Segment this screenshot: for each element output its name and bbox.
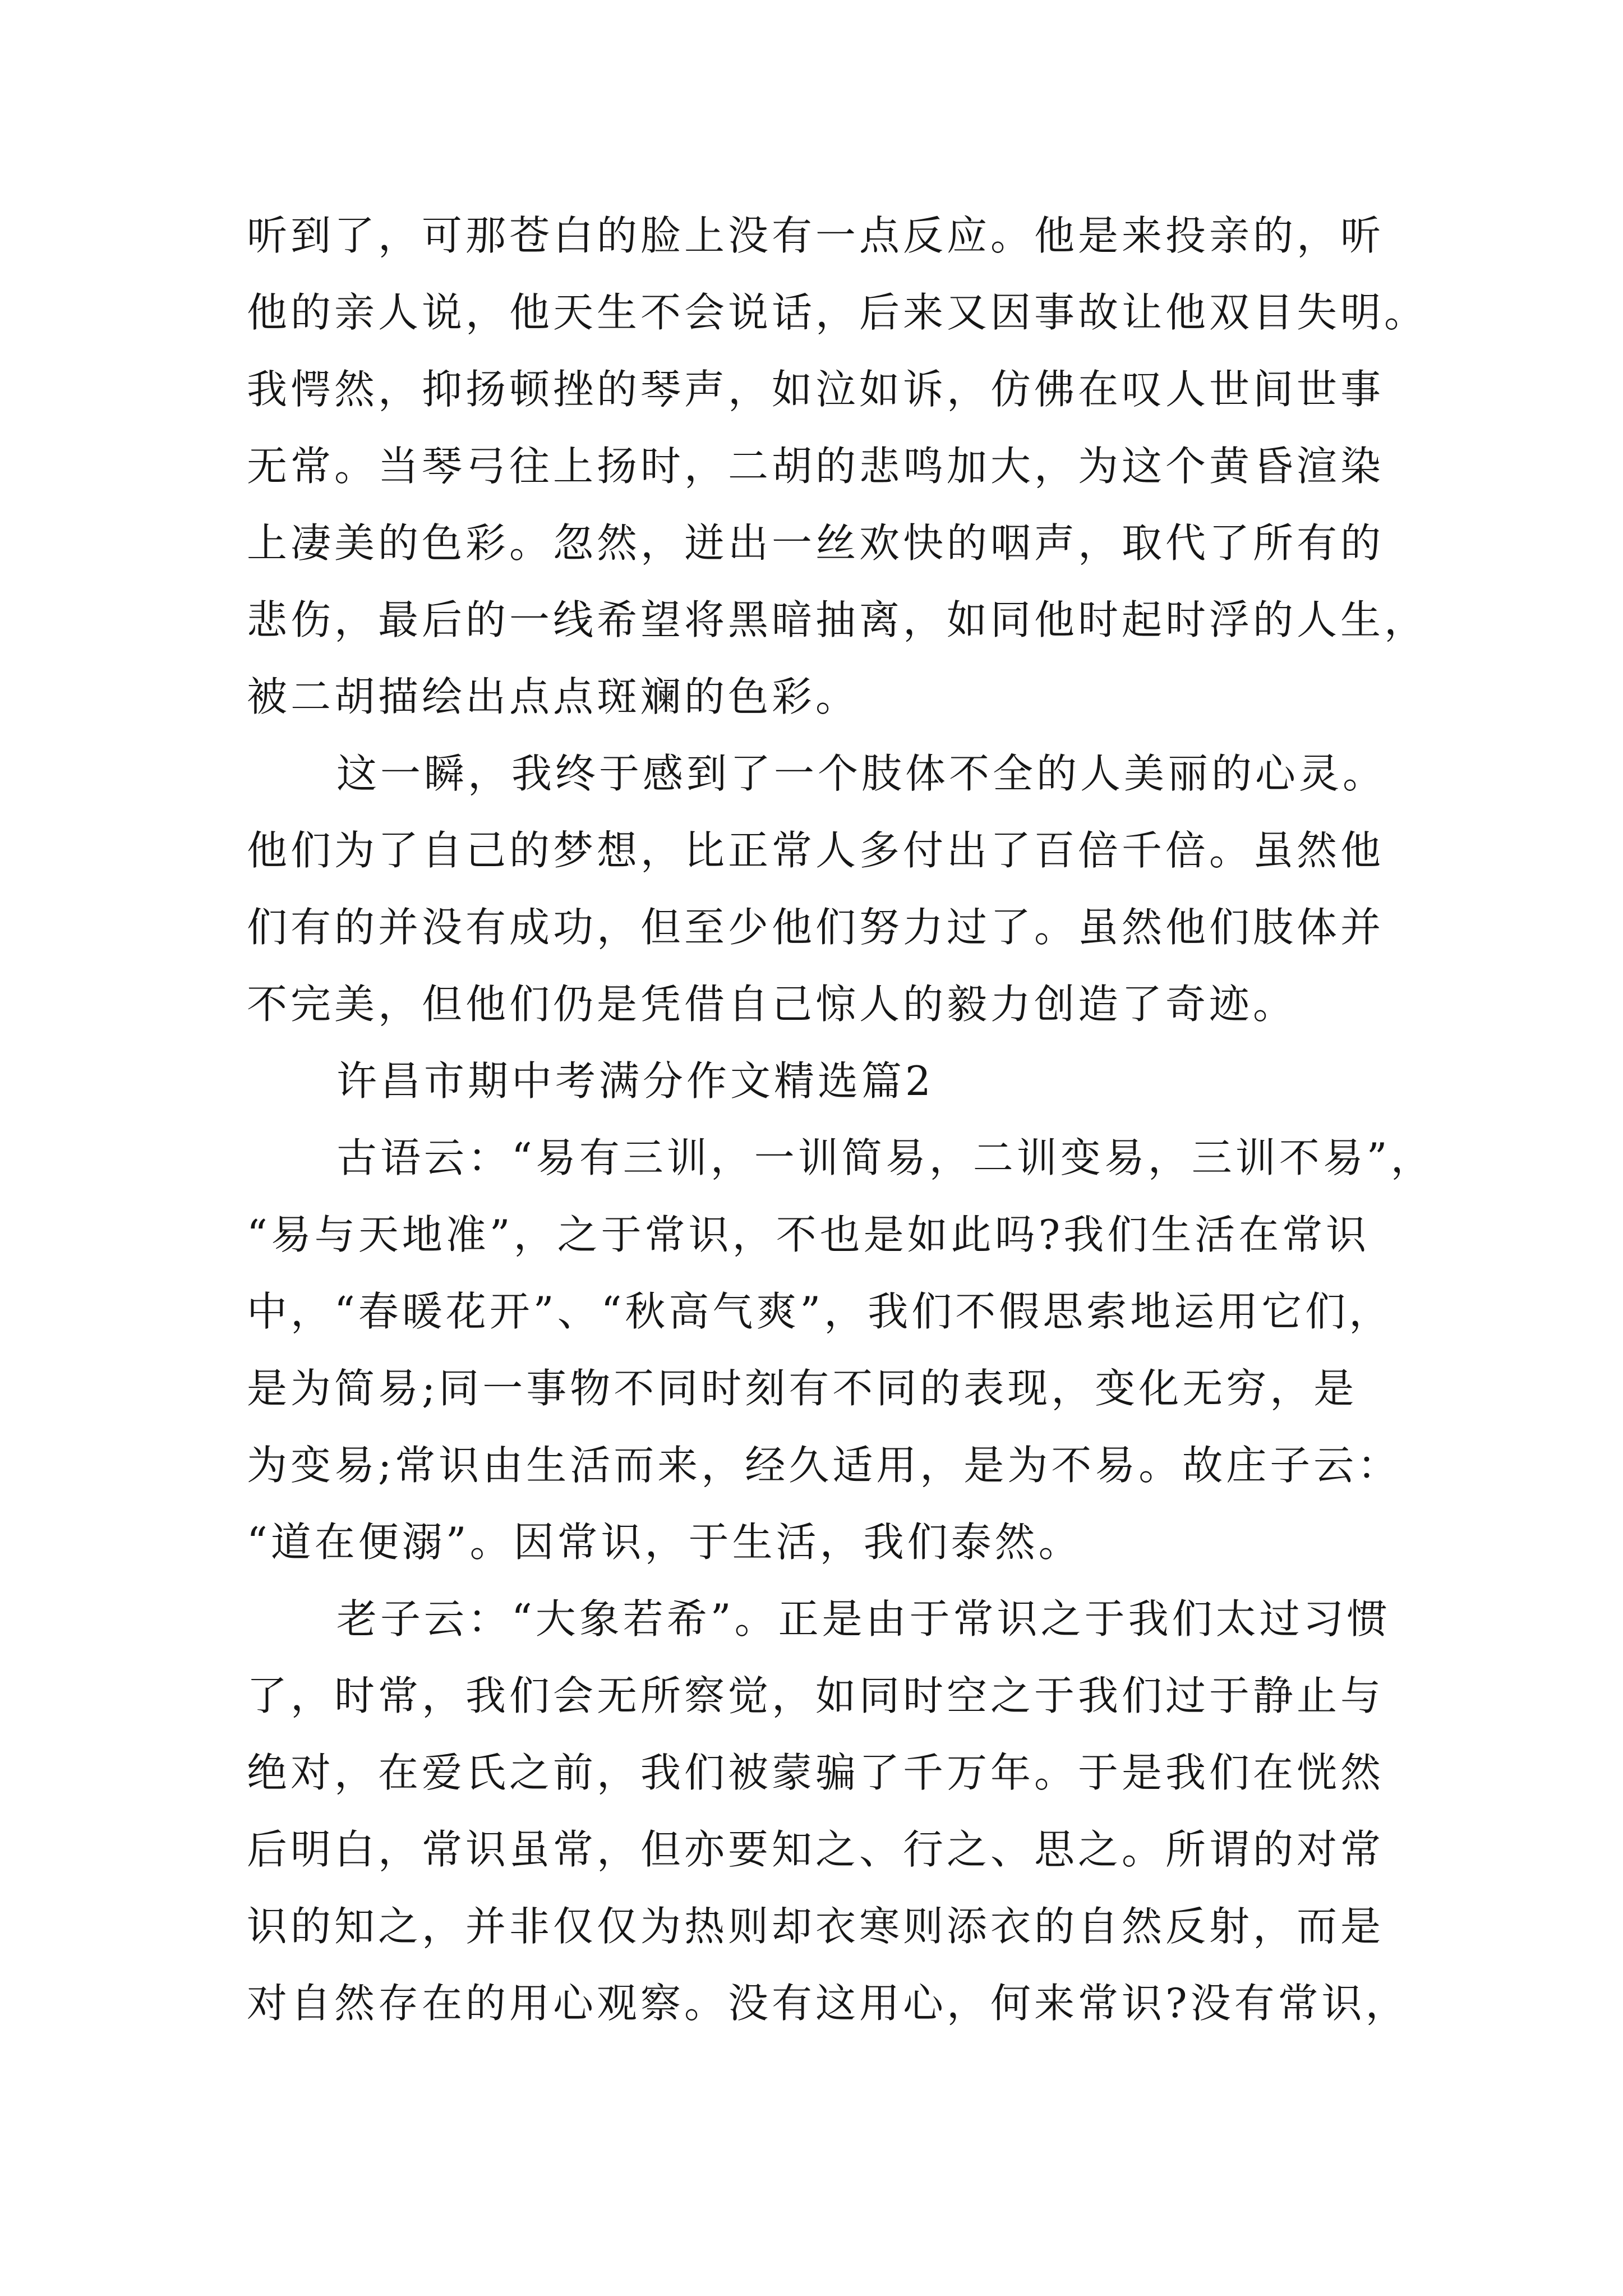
text-line: 中，“春暖花开”、“秋高气爽”，我们不假思索地运用它们， xyxy=(247,1288,1393,1335)
text-line: 不完美，但他们仍是凭借自己惊人的毅力创造了奇迹。 xyxy=(247,981,1297,1028)
text-line: 他的亲人说，他天生不会说话，后来又因事故让他双目失明。 xyxy=(247,289,1428,336)
paragraph-first-line: 这一瞬，我终于感到了一个肢体不全的人美丽的心灵。 xyxy=(336,750,1387,797)
text-line: “道在便溺”。因常识，于生活，我们泰然。 xyxy=(247,1519,1082,1566)
text-line: 上凄美的色彩。忽然，迸出一丝欢快的咽声，取代了所有的 xyxy=(247,519,1385,567)
paragraph-first-line: 古语云：“易有三训，一训简易，二训变易，三训不易”， xyxy=(336,1134,1435,1181)
text-line: 是为简易;同一事物不同时刻有不同的表现，变化无穷，是 xyxy=(247,1365,1358,1412)
paragraph-first-line: 老子云：“大象若希”。正是由于常识之于我们太过习惯 xyxy=(336,1595,1391,1642)
section-heading: 许昌市期中考满分作文精选篇2 xyxy=(336,1057,934,1105)
text-line: 悲伤，最后的一线希望将黑暗抽离，如同他时起时浮的人生， xyxy=(247,596,1428,643)
text-line: 绝对，在爱氏之前，我们被蒙骗了千万年。于是我们在恍然 xyxy=(247,1749,1385,1796)
text-line: 后明白，常识虽常，但亦要知之、行之、思之。所谓的对常 xyxy=(247,1826,1385,1873)
text-line: 们有的并没有成功，但至少他们努力过了。虽然他们肢体并 xyxy=(247,904,1385,951)
text-line: 他们为了自己的梦想，比正常人多付出了百倍千倍。虽然他 xyxy=(247,827,1385,874)
text-line: 听到了，可那苍白的脸上没有一点反应。他是来投亲的，听 xyxy=(247,212,1385,259)
text-line: 为变易;常识由生活而来，经久适用，是为不易。故庄子云： xyxy=(247,1442,1401,1489)
text-line: 了，时常，我们会无所察觉，如同时空之于我们过于静止与 xyxy=(247,1672,1385,1719)
text-line: 我愕然，抑扬顿挫的琴声，如泣如诉，仿佛在叹人世间世事 xyxy=(247,366,1385,413)
text-line: “易与天地准”，之于常识，不也是如此吗?我们生活在常识 xyxy=(247,1211,1370,1258)
text-line: 无常。当琴弓往上扬时，二胡的悲鸣加大，为这个黄昏渲染 xyxy=(247,443,1385,490)
text-line: 识的知之，并非仅仅为热则却衣寒则添衣的自然反射，而是 xyxy=(247,1903,1385,1950)
text-line: 被二胡描绘出点点斑斓的色彩。 xyxy=(247,673,860,720)
text-line: 对自然存在的用心观察。没有这用心，何来常识?没有常识， xyxy=(247,1980,1409,2027)
